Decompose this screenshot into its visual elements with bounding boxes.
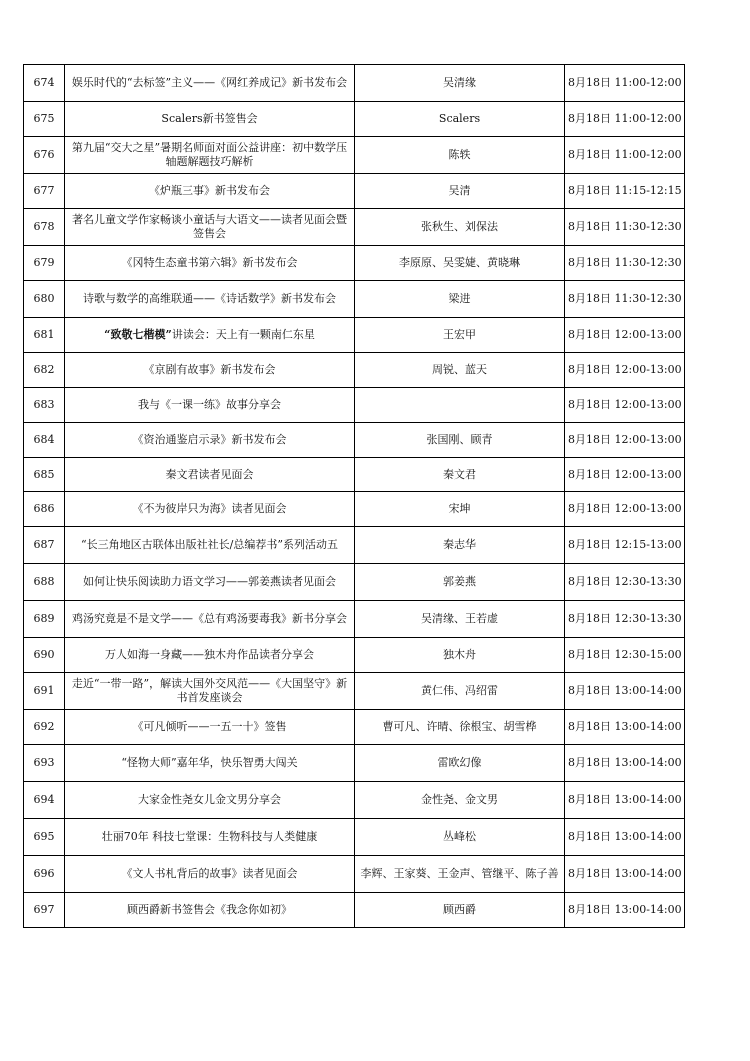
table-row: [24, 782, 685, 819]
event-title: 《京剧有故事》新书发布会: [65, 353, 355, 388]
event-title: 娱乐时代的“去标签”主义——《网红养成记》新书发布会: [65, 65, 355, 102]
event-speakers: 李辉、王家葵、王金声、管继平、陈子善: [355, 856, 565, 893]
event-number: 693: [24, 745, 65, 782]
event-title: 诗歌与数学的高维联通——《诗话数学》新书发布会: [65, 281, 355, 318]
event-speakers: 张秋生、刘保法: [355, 209, 565, 246]
event-number: 691: [24, 673, 65, 710]
table-row: [24, 353, 685, 388]
event-time: 8月18日 12:00-13:00: [565, 492, 685, 527]
table-row: [24, 673, 685, 710]
event-speakers: 黄仁伟、冯绍雷: [355, 673, 565, 710]
event-number: 674: [24, 65, 65, 102]
event-number: 695: [24, 819, 65, 856]
event-title-highlight: “致敬七楷模”: [104, 328, 172, 341]
event-time: 8月18日 12:30-15:00: [565, 638, 685, 673]
table-row: [24, 246, 685, 281]
table-body: [24, 65, 685, 928]
table-row: [24, 102, 685, 137]
event-time: 8月18日 12:00-13:00: [565, 353, 685, 388]
event-time: 8月18日 11:30-12:30: [565, 281, 685, 318]
event-speakers: 曹可凡、许晴、徐根宝、胡雪桦: [355, 710, 565, 745]
event-speakers: 丛峰松: [355, 819, 565, 856]
event-title: “怪物大师”嘉年华，快乐智勇大闯关: [65, 745, 355, 782]
event-title: 《冈特生态童书第六辑》新书发布会: [65, 246, 355, 281]
event-title: 大家金性尧女儿金文男分享会: [65, 782, 355, 819]
table-row: [24, 710, 685, 745]
event-time: 8月18日 13:00-14:00: [565, 745, 685, 782]
event-time: 8月18日 12:30-13:30: [565, 564, 685, 601]
event-number: 696: [24, 856, 65, 893]
event-speakers: 郭姜燕: [355, 564, 565, 601]
table-row: [24, 209, 685, 246]
event-title: 《文人书札背后的故事》读者见面会: [65, 856, 355, 893]
event-time: 8月18日 12:00-13:00: [565, 423, 685, 458]
event-number: 684: [24, 423, 65, 458]
event-speakers: 雷欧幻像: [355, 745, 565, 782]
table-row: [24, 564, 685, 601]
event-speakers: 王宏甲: [355, 318, 565, 353]
event-time: 8月18日 11:00-12:00: [565, 137, 685, 174]
event-time: 8月18日 13:00-14:00: [565, 782, 685, 819]
table-row: [24, 137, 685, 174]
event-time: 8月18日 13:00-14:00: [565, 673, 685, 710]
event-number: 680: [24, 281, 65, 318]
event-title: [65, 318, 355, 353]
event-speakers: 吴清缘、王若虚: [355, 601, 565, 638]
event-speakers: [355, 388, 565, 423]
table-row: [24, 601, 685, 638]
event-number: 681: [24, 318, 65, 353]
event-time: 8月18日 13:00-14:00: [565, 819, 685, 856]
table-row: [24, 281, 685, 318]
event-title: 顾西爵新书签售会《我念你如初》: [65, 893, 355, 928]
event-speakers: 独木舟: [355, 638, 565, 673]
event-number: 682: [24, 353, 65, 388]
event-title: 第九届“交大之星”暑期名师面对面公益讲座：初中数学压轴题解题技巧解析: [65, 137, 355, 174]
event-title: 《可凡倾听——一五一十》签售: [65, 710, 355, 745]
event-time: 8月18日 11:00-12:00: [565, 65, 685, 102]
event-number: 687: [24, 527, 65, 564]
table-row: [24, 388, 685, 423]
event-title: 《资治通鉴启示录》新书发布会: [65, 423, 355, 458]
event-number: 679: [24, 246, 65, 281]
table-row: [24, 527, 685, 564]
event-number: 697: [24, 893, 65, 928]
event-title: 著名儿童文学作家畅谈小童话与大语文——读者见面会暨签售会: [65, 209, 355, 246]
event-number: 694: [24, 782, 65, 819]
event-speakers: 吴清缘: [355, 65, 565, 102]
event-time: 8月18日 11:30-12:30: [565, 246, 685, 281]
event-title: 《炉瓶三事》新书发布会: [65, 174, 355, 209]
event-time: 8月18日 11:30-12:30: [565, 209, 685, 246]
event-title: “长三角地区古联体出版社社长/总编荐书”系列活动五: [65, 527, 355, 564]
event-speakers: 宋坤: [355, 492, 565, 527]
event-speakers: 吴清: [355, 174, 565, 209]
event-title: 如何让快乐阅读助力语文学习——郭姜燕读者见面会: [65, 564, 355, 601]
event-title: Scalers新书签售会: [65, 102, 355, 137]
event-title: 秦文君读者见面会: [65, 458, 355, 492]
event-time: 8月18日 12:00-13:00: [565, 388, 685, 423]
event-schedule-table: [23, 64, 685, 928]
event-title: 走近“一带一路”，解读大国外交风范——《大国坚守》新书首发座谈会: [65, 673, 355, 710]
event-speakers: 顾西爵: [355, 893, 565, 928]
event-time: 8月18日 11:15-12:15: [565, 174, 685, 209]
table-row: [24, 856, 685, 893]
event-speakers: 周锐、蓝天: [355, 353, 565, 388]
event-number: 683: [24, 388, 65, 423]
table-row: [24, 492, 685, 527]
table-row: [24, 819, 685, 856]
event-number: 689: [24, 601, 65, 638]
event-title: 壮丽70年 科技七堂课：生物科技与人类健康: [65, 819, 355, 856]
event-speakers: 李原原、吴雯婕、黄晓琳: [355, 246, 565, 281]
event-number: 686: [24, 492, 65, 527]
event-number: 677: [24, 174, 65, 209]
event-time: 8月18日 13:00-14:00: [565, 893, 685, 928]
event-time: 8月18日 13:00-14:00: [565, 856, 685, 893]
event-number: 676: [24, 137, 65, 174]
event-speakers: 秦文君: [355, 458, 565, 492]
table-row: [24, 318, 685, 353]
table-row: [24, 893, 685, 928]
table-row: [24, 458, 685, 492]
event-title: 鸡汤究竟是不是文学——《总有鸡汤要毒我》新书分享会: [65, 601, 355, 638]
event-speakers: 张国刚、顾青: [355, 423, 565, 458]
table-row: [24, 423, 685, 458]
schedule-page: [23, 64, 684, 928]
event-time: 8月18日 13:00-14:00: [565, 710, 685, 745]
event-number: 690: [24, 638, 65, 673]
event-time: 8月18日 11:00-12:00: [565, 102, 685, 137]
table-row: [24, 65, 685, 102]
event-number: 685: [24, 458, 65, 492]
table-row: [24, 174, 685, 209]
event-time: 8月18日 12:00-13:00: [565, 458, 685, 492]
table-row: [24, 745, 685, 782]
event-number: 692: [24, 710, 65, 745]
event-title: 《不为彼岸只为海》读者见面会: [65, 492, 355, 527]
event-time: 8月18日 12:15-13:00: [565, 527, 685, 564]
event-speakers: Scalers: [355, 102, 565, 137]
event-number: 688: [24, 564, 65, 601]
event-number: 678: [24, 209, 65, 246]
event-title: 万人如海一身藏——独木舟作品读者分享会: [65, 638, 355, 673]
event-title-rest: 讲读会：天上有一颗南仁东星: [171, 328, 315, 341]
event-speakers: 秦志华: [355, 527, 565, 564]
event-time: 8月18日 12:00-13:00: [565, 318, 685, 353]
event-speakers: 梁进: [355, 281, 565, 318]
event-number: 675: [24, 102, 65, 137]
table-row: [24, 638, 685, 673]
event-speakers: 陈轶: [355, 137, 565, 174]
event-time: 8月18日 12:30-13:30: [565, 601, 685, 638]
event-title: 我与《一课一练》故事分享会: [65, 388, 355, 423]
event-speakers: 金性尧、金文男: [355, 782, 565, 819]
